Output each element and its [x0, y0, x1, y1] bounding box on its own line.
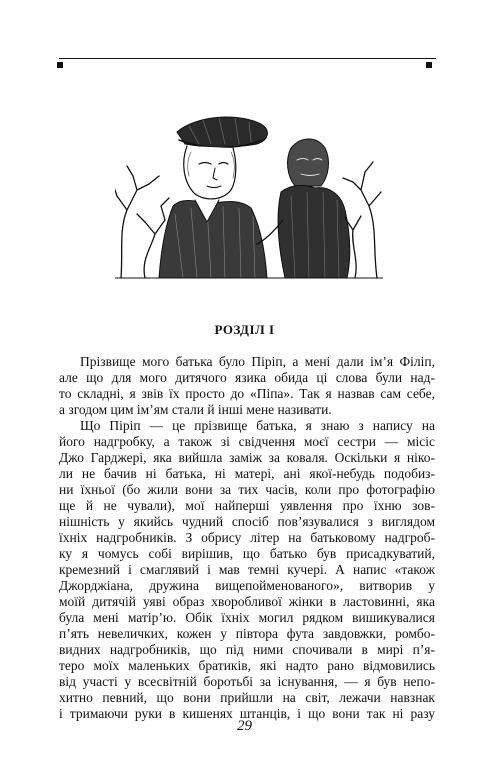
text-line: була мені матір’ю. Обік їхніх могил рядком вишикувалися: [59, 610, 435, 625]
text-line: ще й не чували), мої найперші уявлення про їхню зов-: [59, 498, 435, 513]
text-line: кремезний і смаглявий і мав темні кучері. А напис «також: [59, 562, 435, 577]
text-line: моїй дитячій уяві образ хворобливої жінки в ластовинні, яка: [59, 594, 435, 609]
text-line: від участі у всесвітній боротьбі за існування, — я був непо-: [59, 674, 435, 689]
text-line: теро моїх маленьких братиків, які надто рано відмовились: [59, 658, 435, 673]
body-text: [59, 354, 435, 722]
text-line: хитно певний, що вони прийшли на світ, лежачи навзнак: [59, 690, 435, 705]
text-line: ни їхньої (бо жили вони за тих часів, коли про фотографію: [59, 482, 435, 497]
chapter-illustration: [115, 110, 383, 280]
text-line: ли не бачив ні батька, ні матері, ані якої-небудь подобиз-: [59, 466, 435, 481]
text-line: а згодом цим ім’ям стали й інші мене називати.: [59, 402, 332, 417]
chapter-title: РОЗДІЛ І: [214, 322, 275, 337]
text-line: і тримаючи руки в кишенях штанців, і що вони так ні разу: [59, 706, 435, 721]
text-line: видних надгробників, що під ними спочивали в мирі п’я-: [59, 642, 435, 657]
text-line: їхніх надгробників. З обрису літер на батьковому надгроб-: [59, 530, 435, 545]
text-line: але що для мого дитячого язика обида ці слова були над-: [59, 370, 435, 385]
text-line: п’ять невеличких, кожен у півтора фута завдовжки, ромбо-: [59, 626, 435, 641]
top-rule: [59, 58, 436, 59]
page-number: 29: [237, 718, 252, 734]
text-line: Джорджіана, дружина вищепойменованого», витворив у: [59, 578, 435, 593]
text-line: то складні, я звів їх просто до «Піпа». Так я назвав сам себе,: [59, 386, 435, 401]
corner-square-right: [426, 62, 432, 68]
corner-square-left: [57, 62, 63, 68]
text-line: Що Піріп — це прізвище батька, я знаю з напису на: [80, 418, 435, 433]
text-line: Джо Гарджері, яка вийшла заміж за коваля. Оскільки я ніко-: [59, 450, 435, 465]
text-line: Прізвище мого батька було Піріп, а мені дали ім’я Філіп,: [80, 354, 435, 369]
text-line: нішність у якийсь чудний спосіб пов’язувалися з виглядом: [59, 514, 435, 529]
text-line: його надгробку, а також зі свідчення моєї сестри — місіс: [59, 434, 435, 449]
text-line: ку я чомусь собі вирішив, що батько був присадкуватий,: [59, 546, 435, 561]
